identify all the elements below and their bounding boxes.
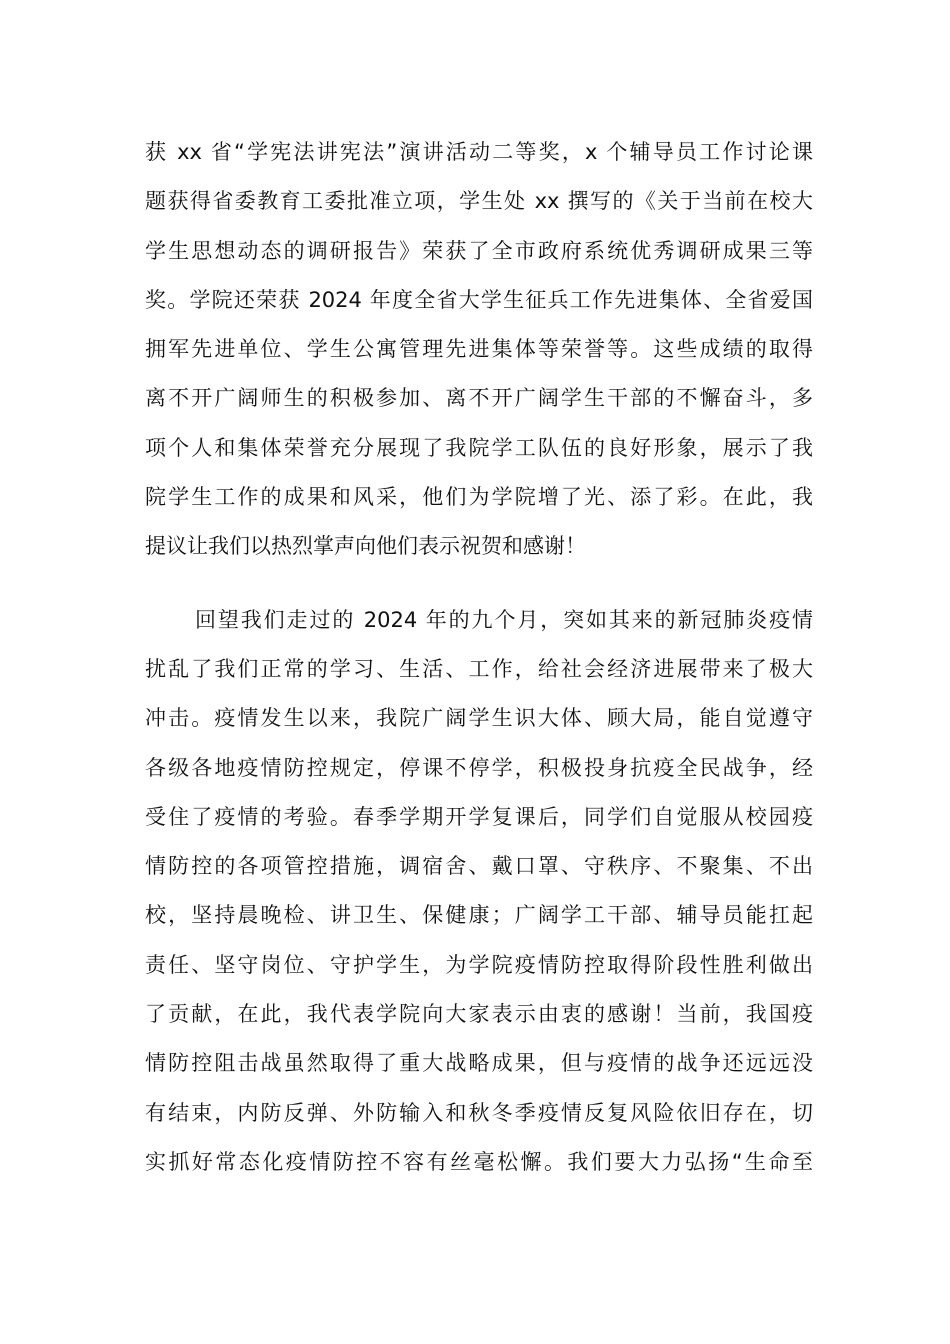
text-line: 实抓好常态化疫情防控不容有丝毫松懈。我们要大力弘扬“生命至	[145, 1149, 813, 1174]
text-line: 项个人和集体荣誉充分展现了我院学工队伍的良好形象，展示了我	[145, 435, 813, 460]
text-line: 奖。学院还荣获 2024 年度全省大学生征兵工作先进集体、全省爱国	[145, 287, 813, 312]
text-line: 题获得省委教育工委批准立项，学生处 xx 撰写的《关于当前在校大	[145, 189, 813, 214]
text-line: 责任、坚守岗位、守护学生，为学院疫情防控取得阶段性胜利做出	[145, 952, 813, 977]
document-body	[145, 128, 813, 1187]
text-line: 院学生工作的成果和风采，他们为学院增了光、添了彩。在此，我	[145, 485, 813, 510]
text-line: 情防控阻击战虽然取得了重大战略成果，但与疫情的战争还远远没	[145, 1051, 813, 1076]
text-line: 回望我们走过的 2024 年的九个月，突如其来的新冠肺炎疫情	[195, 607, 813, 632]
text-line: 校，坚持晨晚检、讲卫生、保健康；广阔学工干部、辅导员能扛起	[145, 903, 813, 928]
text-line: 了贡献，在此，我代表学院向大家表示由衷的感谢！当前，我国疫	[145, 1002, 813, 1027]
paragraph-1	[145, 128, 813, 572]
paragraph-spacer	[145, 572, 813, 596]
text-line: 扰乱了我们正常的学习、生活、工作，给社会经济进展带来了极大	[145, 656, 813, 681]
text-line: 学生思想动态的调研报告》荣获了全市政府系统优秀调研成果三等	[145, 238, 813, 263]
text-line: 冲击。疫情发生以来，我院广阔学生识大体、顾大局，能自觉遵守	[145, 706, 813, 731]
text-line: 各级各地疫情防控规定，停课不停学，积极投身抗疫全民战争，经	[145, 755, 813, 780]
paragraph-2	[145, 596, 813, 1188]
text-line: 提议让我们以热烈掌声向他们表示祝贺和感谢！	[145, 534, 586, 559]
text-line: 拥军先进单位、学生公寓管理先进集体等荣誉等。这些成绩的取得	[145, 337, 813, 362]
text-line: 情防控的各项管控措施，调宿舍、戴口罩、守秩序、不聚集、不出	[145, 854, 813, 879]
text-line: 受住了疫情的考验。春季学期开学复课后，同学们自觉服从校园疫	[145, 804, 813, 829]
text-line: 获 xx 省“学宪法讲宪法”演讲活动二等奖，x 个辅导员工作讨论课	[145, 140, 813, 164]
text-line: 有结束，内防反弹、外防输入和秋冬季疫情反复风险依旧存在，切	[145, 1100, 813, 1125]
text-line: 离不开广阔师生的积极参加、离不开广阔学生干部的不懈奋斗，多	[145, 386, 813, 411]
